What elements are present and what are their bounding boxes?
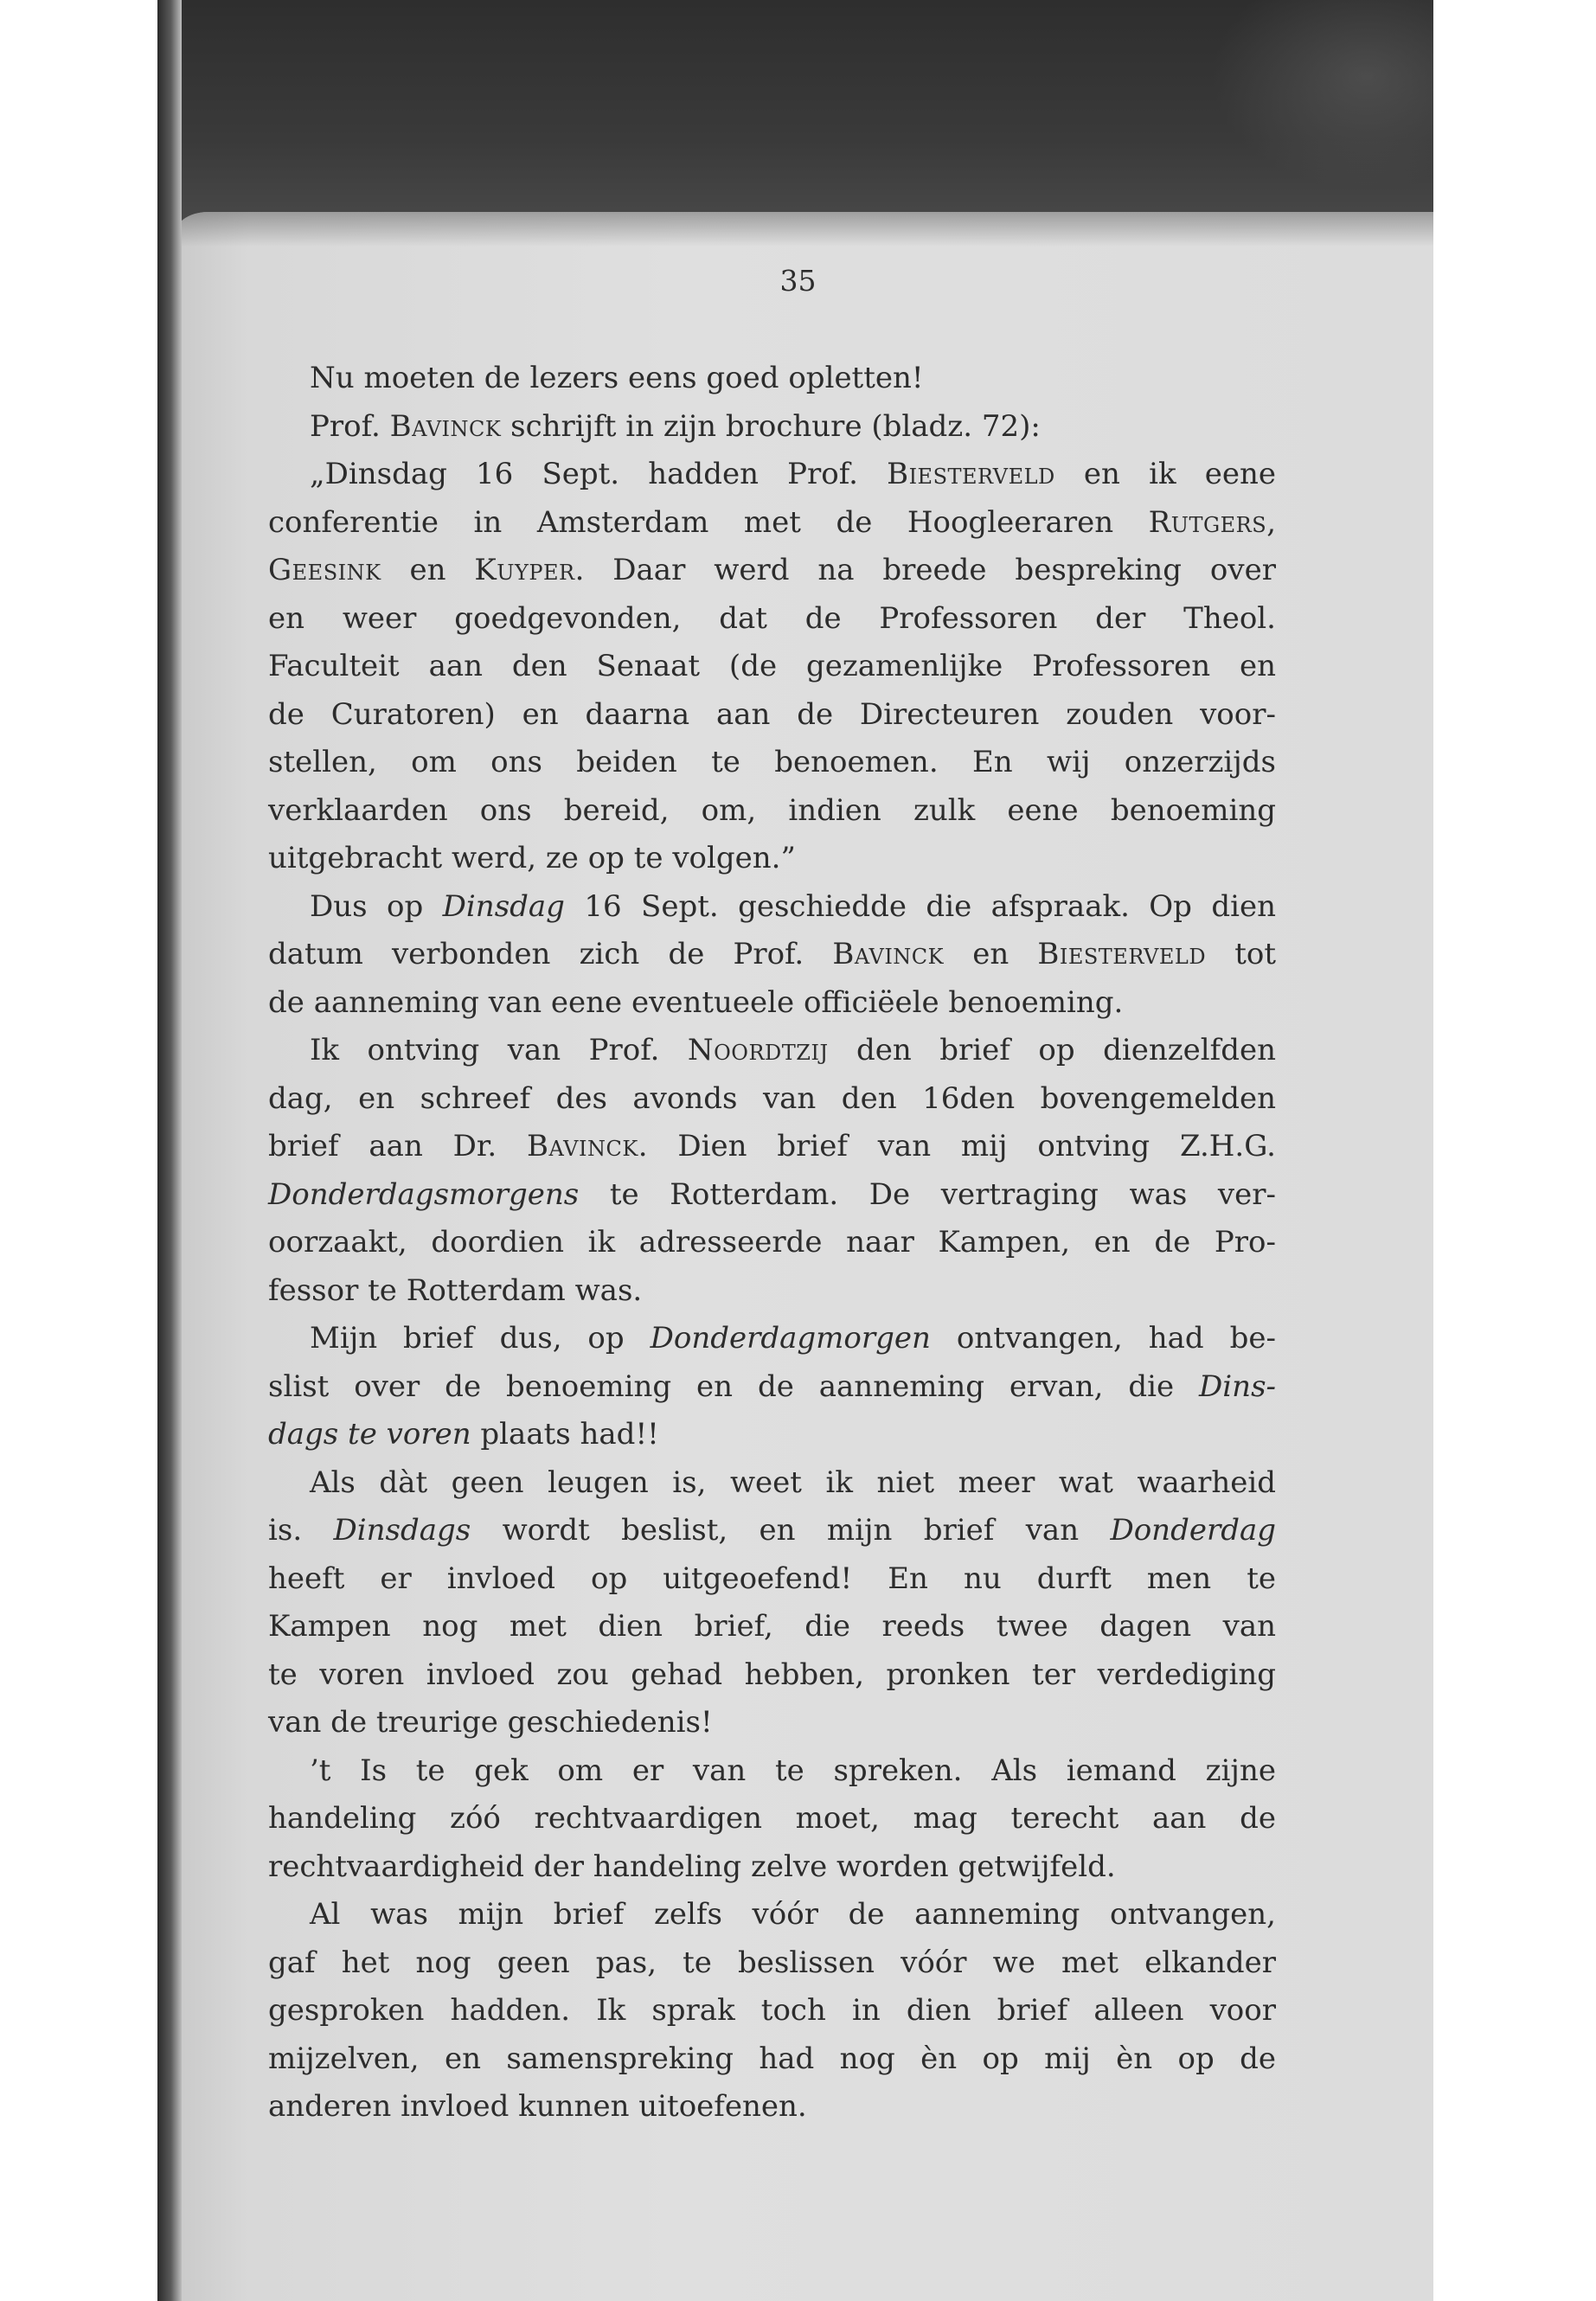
name-smallcaps: Biesterveld (1037, 937, 1207, 971)
text-line (268, 931, 1276, 979)
name-smallcaps: Bavinck (832, 937, 945, 971)
text-run: brief aan Dr. (268, 1129, 528, 1163)
text-run: en (381, 553, 475, 587)
emphasis-italic: Donderdagmorgen (650, 1321, 931, 1356)
text-run: Mijn brief dus, op (310, 1321, 651, 1356)
text-line (268, 1363, 1276, 1412)
text-line (268, 787, 1276, 836)
text-run: Kampen nog met dien brief, die reeds twee dagen van (268, 1609, 1276, 1644)
name-smallcaps: Biesterveld (887, 457, 1055, 491)
text-run: uitgebracht werd, ze op te volgen.” (268, 841, 796, 875)
emphasis-italic: dags te voren (268, 1417, 471, 1452)
text-run: wordt beslist, en mijn brief van (471, 1513, 1111, 1548)
name-smallcaps: Noordtzij (687, 1033, 829, 1067)
text-run: Prof. (310, 408, 390, 444)
text-line (268, 691, 1276, 740)
text-run: de Curatoren) en daarna aan de Directeuren zouden voor- (268, 696, 1276, 732)
name-smallcaps: Rutgers (1148, 504, 1267, 540)
text-line (268, 1315, 1276, 1363)
text-line (268, 1075, 1276, 1124)
text-line (268, 1267, 1276, 1316)
text-line (268, 451, 1276, 499)
emphasis-italic: Dinsdags (333, 1513, 471, 1548)
name-smallcaps: Geesink (268, 553, 381, 587)
text-run: plaats had!! (471, 1417, 659, 1452)
text-run: conferentie in Amsterdam met de Hoogleeraren (268, 504, 1149, 540)
text-line (268, 1699, 1276, 1747)
emphasis-italic: Donderdag (1110, 1513, 1277, 1548)
text-line (268, 2035, 1276, 2084)
emphasis-italic: Dinsdag (442, 888, 565, 924)
body-text (268, 355, 1276, 2131)
text-run: de aanneming van eene eventueele officiëele benoeming. (268, 984, 1124, 1020)
book-spine (157, 0, 182, 2301)
text-run: fessor te Rotterdam was. (268, 1272, 643, 1308)
text-run: dag, en schreef des avonds van den 16den bovengemelden (268, 1080, 1276, 1116)
text-run: slist over de benoeming en de aanneming ervan, die (268, 1368, 1200, 1404)
text-run: schrijft in zijn brochure (bladz. 72): (501, 408, 1041, 444)
text-line (268, 1171, 1276, 1220)
text-run: ’t Is te gek om er van te spreken. Als iemand zijne (310, 1753, 1276, 1788)
text-line (268, 1123, 1276, 1171)
text-line (268, 1939, 1276, 1988)
text-run: stellen, om ons beiden te benoemen. En wij onzerzijds (268, 745, 1276, 779)
text-run: gaf het nog geen pas, te beslissen vóór we met elkander (268, 1945, 1276, 1980)
name-smallcaps: Bavinck (527, 1129, 638, 1163)
text-line (268, 1603, 1276, 1651)
text-run: anderen invloed kunnen uitoefenen. (268, 2089, 807, 2124)
text-run: , (1266, 504, 1276, 540)
text-run: Ik ontving van Prof. (310, 1033, 688, 1067)
emphasis-italic: Dins- (1199, 1368, 1276, 1404)
text-line (268, 1843, 1276, 1892)
text-line (268, 595, 1276, 644)
text-line (268, 835, 1276, 883)
text-run: en weer goedgevonden, dat de Professoren der Theol. (268, 600, 1276, 636)
text-run: datum verbonden zich de Prof. (268, 937, 833, 971)
text-line (268, 1651, 1276, 1700)
text-line (268, 355, 1276, 403)
text-run: en (944, 937, 1038, 971)
page-top-shadow (173, 212, 1433, 247)
text-run: Faculteit aan den Senaat (de gezamenlijke Professoren en (268, 649, 1276, 683)
text-line (268, 883, 1276, 932)
name-smallcaps: Bavinck (389, 408, 502, 444)
text-run: Dus op (310, 888, 443, 924)
text-run: en ik eene (1054, 457, 1276, 491)
text-line (268, 1507, 1276, 1555)
text-line (268, 1987, 1276, 2035)
page-number: 35 (779, 264, 817, 298)
text-run: te voren invloed zou gehad hebben, pronken ter verdediging (268, 1657, 1276, 1692)
text-run: oorzaakt, doordien ik adresseerde naar Kampen, en de Pro- (268, 1225, 1276, 1259)
text-line (268, 499, 1276, 548)
text-run: van de treurige geschiedenis! (268, 1705, 713, 1740)
text-run: ontvangen, had be- (930, 1321, 1276, 1356)
text-run: heeft er invloed op uitgeoefend! En nu durft men te (268, 1561, 1276, 1596)
text-line (268, 1027, 1276, 1075)
text-line (268, 739, 1276, 787)
text-line (268, 1459, 1276, 1508)
text-run: verklaarden ons bereid, om, indien zulk eene benoeming (268, 792, 1276, 828)
text-line (268, 547, 1276, 595)
text-line (268, 1411, 1276, 1459)
text-run: „Dinsdag 16 Sept. hadden Prof. (310, 457, 888, 491)
text-line (268, 1555, 1276, 1604)
name-smallcaps: Kuyper (474, 553, 575, 587)
text-run: tot (1206, 937, 1276, 971)
text-run: handeling zóó rechtvaardigen moet, mag terecht aan de (268, 1801, 1276, 1836)
text-line (268, 643, 1276, 691)
text-line (268, 1891, 1276, 1939)
text-run: Nu moeten de lezers eens goed opletten! (310, 361, 924, 395)
scan-background-noise (1211, 0, 1433, 190)
text-line (268, 403, 1276, 452)
text-line (268, 979, 1276, 1028)
text-line (268, 1747, 1276, 1796)
text-line (268, 1795, 1276, 1843)
text-run: Als dàt geen leugen is, weet ik niet meer wat waarheid (310, 1465, 1276, 1500)
text-run: . Dien brief van mij ontving Z.H.G. (638, 1129, 1276, 1163)
text-line (268, 2083, 1276, 2131)
text-run: te Rotterdam. De vertraging was ver- (579, 1176, 1276, 1212)
text-run: rechtvaardigheid der handeling zelve worden getwijfeld. (268, 1849, 1116, 1884)
text-run: is. (268, 1513, 334, 1548)
text-run: mijzelven, en samenspreking had nog èn op mij èn op de (268, 2041, 1276, 2076)
text-run: Al was mijn brief zelfs vóór de aanneming ontvangen, (310, 1897, 1276, 1932)
text-line (268, 1219, 1276, 1267)
text-run: den brief op dienzelfden (828, 1033, 1276, 1067)
text-run: . Daar werd na breede bespreking over (574, 553, 1276, 587)
text-run: gesproken hadden. Ik sprak toch in dien brief alleen voor (268, 1993, 1276, 2028)
emphasis-italic: Donderdagsmorgens (268, 1176, 580, 1212)
text-run: 16 Sept. geschiedde die afspraak. Op dien (564, 888, 1276, 924)
